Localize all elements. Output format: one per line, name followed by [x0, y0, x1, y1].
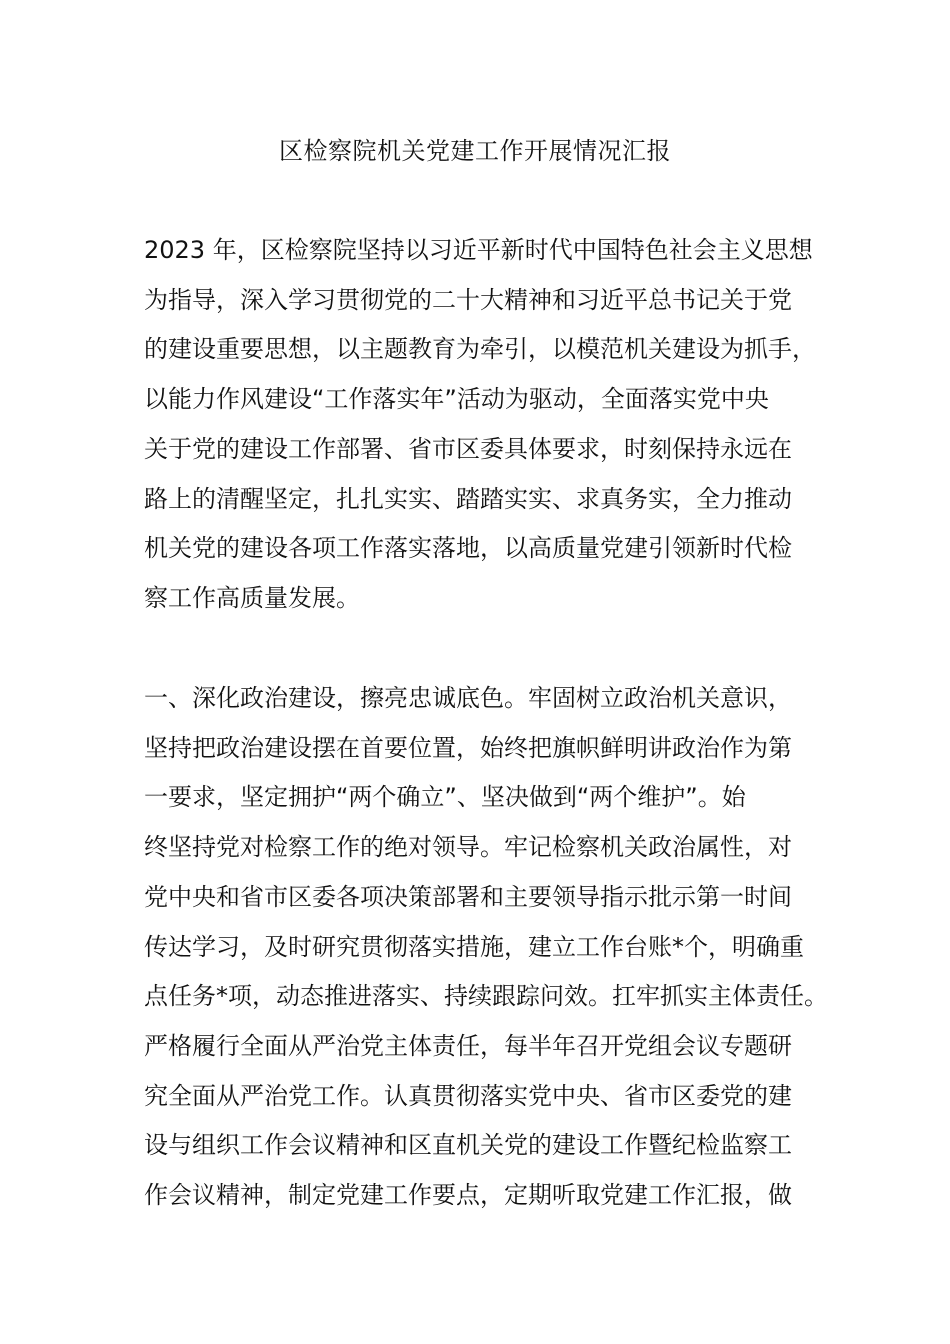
text-line: 为指导，深入学习贯彻党的二十大精神和习近平总书记关于党 [144, 285, 792, 314]
text-line: 坚持把政治建设摆在首要位置，始终把旗帜鲜明讲政治作为第 [144, 733, 792, 762]
text-line: 的建设重要思想，以主题教育为牵引，以模范机关建设为抓手， [144, 335, 816, 364]
text-line: 点任务*项，动态推进落实、持续跟踪问效。扛牢抓实主体责任。 [144, 982, 828, 1011]
text-line: 一、深化政治建设，擦亮忠诚底色。牢固树立政治机关意识， [144, 684, 792, 712]
text-line: 作会议精神，制定党建工作要点，定期听取党建工作汇报，做 [144, 1181, 792, 1210]
text-line: 关于党的建设工作部署、省市区委具体要求，时刻保持永远在 [144, 434, 792, 463]
text-line: 终坚持党对检察工作的绝对领导。牢记检察机关政治属性，对 [144, 833, 792, 862]
text-line: 一要求，坚定拥护“两个确立”、坚决做到“两个维护”。始 [144, 783, 746, 812]
text-line: 察工作高质量发展。 [144, 583, 360, 612]
text-line: 机关党的建设各项工作落实落地，以高质量党建引领新时代检 [144, 534, 792, 563]
text-line: 严格履行全面从严治党主体责任，每半年召开党组会议专题研 [144, 1031, 792, 1060]
text-line: 传达学习，及时研究贯彻落实措施，建立工作台账*个，明确重 [144, 932, 804, 961]
text-line: 2023 年，区检察院坚持以习近平新时代中国特色社会主义思想 [144, 236, 813, 264]
text-line: 设与组织工作会议精神和区直机关党的建设工作暨纪检监察工 [144, 1131, 792, 1160]
text-line: 党中央和省市区委各项决策部署和主要领导指示批示第一时间 [144, 882, 792, 911]
paragraph-intro [144, 226, 816, 624]
document-title: 区检察院机关党建工作开展情况汇报 [279, 137, 671, 165]
text-line: 以能力作风建设“工作落实年”活动为驱动，全面落实党中央 [144, 385, 769, 414]
text-line: 究全面从严治党工作。认真贯彻落实党中央、省市区委党的建 [144, 1081, 792, 1110]
paragraph-section-1 [144, 674, 828, 1221]
text-line: 路上的清醒坚定，扎扎实实、踏踏实实、求真务实，全力推动 [144, 484, 792, 513]
